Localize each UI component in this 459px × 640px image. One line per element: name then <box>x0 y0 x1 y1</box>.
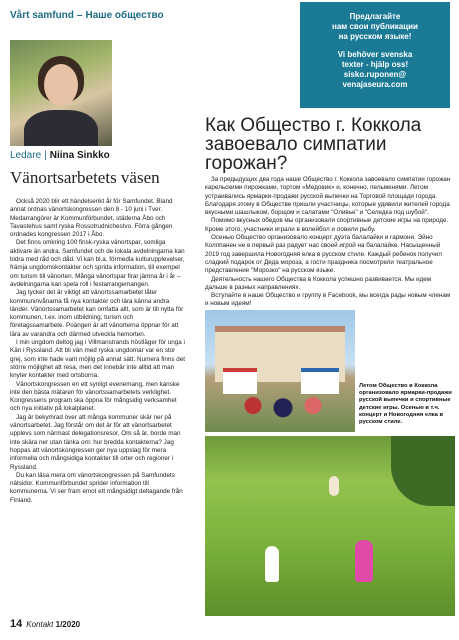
promo-ru-line: нам свои публикации <box>332 22 418 31</box>
field-figure <box>329 476 339 496</box>
left-paragraph: Vänortskongressen en ett synligt evenemang, men kanske inte den bästa mätaren för vänortssamarbetets verklighet. Kongressens program ska öppna för mångsidig verksamhet och nya initiativ på lokalplanet. <box>10 380 180 413</box>
photo-caption: Летом Общество в Коккола организовало ярмарки-продажи русской выпечки и спортивные детские игры. Осенью в т.ч. концерт и Новогодняя елка в русском стиле. <box>359 383 452 426</box>
left-article-body <box>10 198 186 505</box>
left-paragraph: Det finns omkring 100 finsk-ryska vänortspar, somliga aktivare än andra. Samfundet och de lokala avdelningarna kan bidra med råd och dåd. Vi kan bl.a. förmedla kulturupplevelser, främja ungdomskontakter och sprida information, till exempel om turism till vänorten. Många vänortspar firar jämna år i år – avdelningarna kan spela roll i festarrangemangen. <box>10 239 185 288</box>
portrait-body <box>24 110 98 146</box>
byline-name: Niina Sinkko <box>49 150 110 161</box>
promo-email-line[interactable]: sisko.ruponen@ <box>343 70 407 79</box>
right-paragraph: Вступайте в наше Общество и группу в Facebook, мы всегда рады новым членам и новым идеям! <box>205 292 451 308</box>
right-paragraph: Помимо вкусных обедов мы организовали спортивные детские игры на природе. Кроме этого, участники играли в волейбол и ловили рыбу. <box>205 217 449 233</box>
promo-ru-line: Предлагайте <box>349 12 401 21</box>
promo-box <box>300 2 450 108</box>
section-title-ru: Наше общество <box>85 10 164 21</box>
section-title-sv: Vårt samfund <box>10 10 74 21</box>
left-paragraph: Också 2020 blir ett händelserikt år för Samfundet. Bland annat ordnas vänortskongressen den 8 - 10 juni i Tver. Medarrangörer är Kommunförbundet, städerna Åbo och Tavastehus samt ryska Rossotrudnichestvo. Förra gången ordnades kongressen 2017 i Åbo. <box>10 198 173 239</box>
magazine-name: Kontakt <box>26 620 54 629</box>
header-dash: – <box>76 10 83 21</box>
left-paragraph: Jag är bekymrad över att många kommuner skär ner på vänortsarbetet. Jag förstår om det är för att vänortsarbetet upplevs som närmast delegationsresor. Om så är, borde man inte skära ner utan tänka om: hur bredda kontakterna? Jag hoppas att vänortskongressen ger nya uppslag för mera informella och mångsidiga kontakter till orter och regioner i Ryssland. <box>10 413 181 471</box>
promo-sv-line: Vi behöver svenska <box>337 50 413 59</box>
child-white <box>265 546 279 582</box>
right-article-body <box>205 176 453 319</box>
promo-ru-text <box>300 2 450 42</box>
section-header <box>10 10 164 21</box>
byline <box>10 150 110 161</box>
right-article-title: Как Общество г. Коккола завоевало симпатии горожан? <box>205 115 422 174</box>
field-photo <box>205 436 455 616</box>
right-paragraph: За предыдущих два года наше Общество г. Коккола завоевало симпатии горожан карельскими пирожками, тортом «Медовик» и, конечно, пельменями. Летом устраивались ярмарки-продажи русской выпечки на Торговой площади города. Благодаря этому в Обществе пришли участницы, которые удивили жителей города вкусными шашлыком, борщом и салатами "Оливье" и "Селедка под шубой". <box>205 176 451 217</box>
page-number: 14 <box>10 618 23 630</box>
child-pink <box>355 540 373 582</box>
promo-email-line[interactable]: venajaseura.com <box>342 80 408 89</box>
byline-role: Ledare <box>10 150 42 161</box>
left-paragraph: Jag tycker det är viktigt att vänortssamarbetet låter kommuninvånarna få nya kontakter och lära känna andra länder. Vänortssamarbetet kan omfatta allt, som är till nytta för kommunen, t.ex. inom utbildning, turism och företagssamarbete. Poängen är att vänorterna öppnar för att lära av varandra och därmed utveckla hemorten. <box>10 289 184 338</box>
portrait-face <box>44 64 78 106</box>
promo-sv-text <box>300 50 450 90</box>
left-paragraph: I min ungdom deltog jag i Villmanstrands höstläger för unga i Kän i Ryssland. Att bli vän med ryska ungdomar var en stor grej, som inte hade varit möjlig på annat sätt. Numera finns det större möjlighet att resa, men det innebär inte alltid att man knyter kontakter med ortsborna. <box>10 339 186 380</box>
byline-divider: | <box>44 150 47 161</box>
left-article-title: Vänortsarbetets väsen <box>10 168 160 187</box>
event-people <box>233 388 333 432</box>
issue-number: 1/2020 <box>55 620 81 629</box>
right-paragraph: Деятельность нашего Общества в Коккола успешно развивается. Мы идем дальше в разных направлениях. <box>205 275 432 291</box>
author-photo <box>10 40 112 146</box>
left-paragraph: Du kan läsa mera om vänortskongressen på Samfundets nätsidor. Kommunförbundet sprider information till kommunerna. Vi ser fram emot ett mångsidigt deltagande från Finland. <box>10 471 183 504</box>
right-paragraph: Осенью Общество организовало концерт дуэта балалайки и гармони. Эйно Колппанен не в первый раз радует нас своей игрой на балалайке. Насыщенный 2019 год завершила Новогодняя елка в русском стиле. Каждый ребенок получил сладкий подарок от Деда мороза, а гости праздника посмотрели театральное представление "Морозко" на русском языке. <box>205 234 442 275</box>
promo-sv-line: texter - hjälp oss! <box>341 60 409 69</box>
field-tree <box>391 436 455 506</box>
page-footer <box>10 618 80 630</box>
event-photo <box>205 310 355 432</box>
promo-ru-line: на русском языке! <box>338 32 412 41</box>
